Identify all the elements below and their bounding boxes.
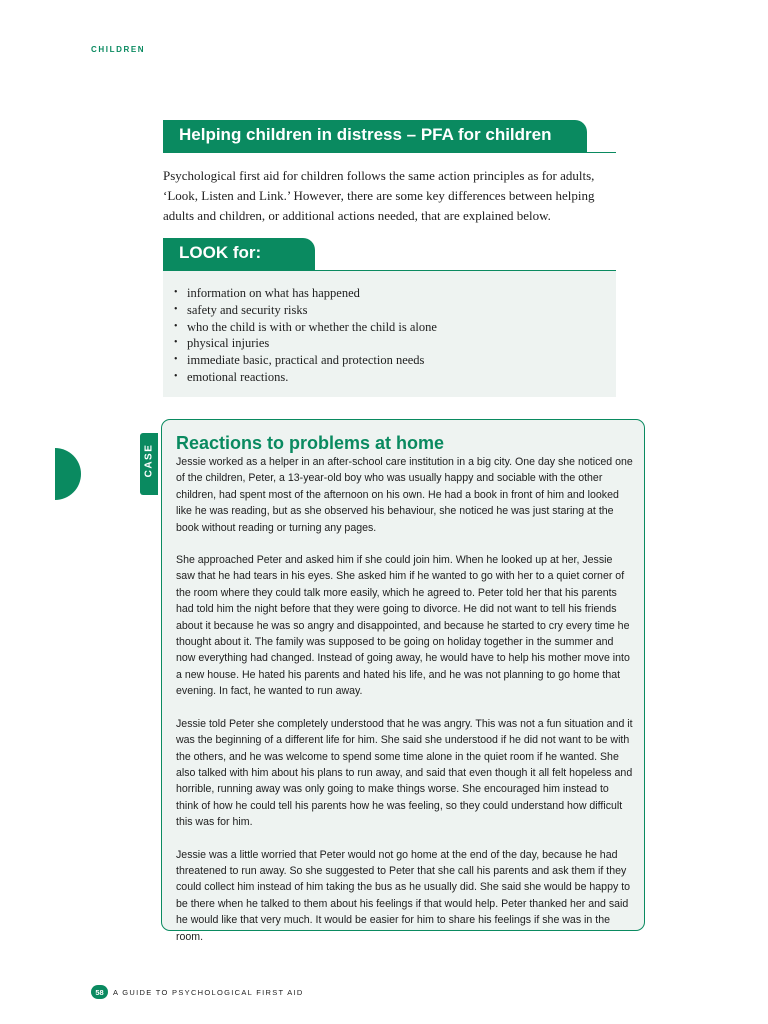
look-heading-bar [163,238,616,271]
page-footer [91,985,304,999]
case-paragraph: Jessie worked as a helper in an after-school care institution in a big city. One day she noticed one of the children, Peter, a 13-year-old boy who was usually happy and sociable with the other children, had spent most of the afternoon on his own. He had a book in front of him and looked like he was reading, but as she observed his behaviour, she noticed he was just staring at the book without reading or turning any pages. [176,456,633,534]
list-item: • immediate basic, practical and protection needs [174,352,616,369]
case-label: CASE [143,443,155,478]
look-list [163,271,616,386]
list-item: • emotional reactions. [174,369,616,386]
case-study-box [161,419,645,943]
case-label-tab [140,433,158,495]
look-panel [163,271,616,397]
footer-book-title: A GUIDE TO PSYCHOLOGICAL FIRST AID [113,987,304,997]
chapter-edge-tab [55,448,81,500]
list-item: • physical injuries [174,335,616,352]
intro-paragraph: Psychological first aid for children follows the same action principles as for adults, ‘Look, Listen and Link.’ However, there are some key differences between helping adults and children, or additional actions needed, that are explained below. [163,168,595,223]
list-item: • safety and security risks [174,302,616,319]
case-title: Reactions to problems at home [176,433,445,453]
page-number: 58 [91,985,108,999]
section-label: CHILDREN [91,45,146,54]
page-title: Helping children in distress – PFA for children [163,120,587,153]
list-item: • who the child is with or whether the child is alone [174,319,616,336]
case-paragraph: She approached Peter and asked him if she could join him. When he looked up at her, Jessie saw that he had tears in his eyes. She asked him if he wanted to go with her to a quiet corner of the room where they could talk more easily, which he agreed to. Peter told her that his parents had told him the night before that they were going to divorce. He did not want to tell his friends about it because he was so angry and disappointed, and because he started to cry every time he thought about it. The family was supposed to be going on holiday together in the summer and now everything had changed. Instead of going away, he would have to help his mother move into a new house. He hated his parents and hated his life, and he was not planning to go home that evening. In fact, he wanted to run away. [176,554,630,698]
case-paragraph: Jessie told Peter she completely understood that he was angry. This was not a fun situation and it was the beginning of a different life for him. She said she understood if he did not want to be with the others, and he was welcome to spend some time alone in the quiet room if he wanted. She also talked with him about his plans to run away, and said that even though it all felt hopeless and horrible, running away was only going to make things worse. She encouraged him instead to think of how he could tell his parents how he was feeling, so they could understand how difficult this was for him. [176,717,633,829]
look-heading: LOOK for: [163,238,315,271]
list-item: • information on what has happened [174,285,616,302]
case-paragraph: Jessie was a little worried that Peter would not go home at the end of the day, because he had threatened to run away. So she suggested to Peter that she call his parents and ask them if they could collect him instead of him taking the bus as he usually did. She said she would be happy to be there when he talked to them about his feelings if that would help. Peter thanked her and said he would like that very much. It would be easier for him to share his feelings if she was in the room. [176,848,631,943]
title-heading-bar [163,120,616,153]
